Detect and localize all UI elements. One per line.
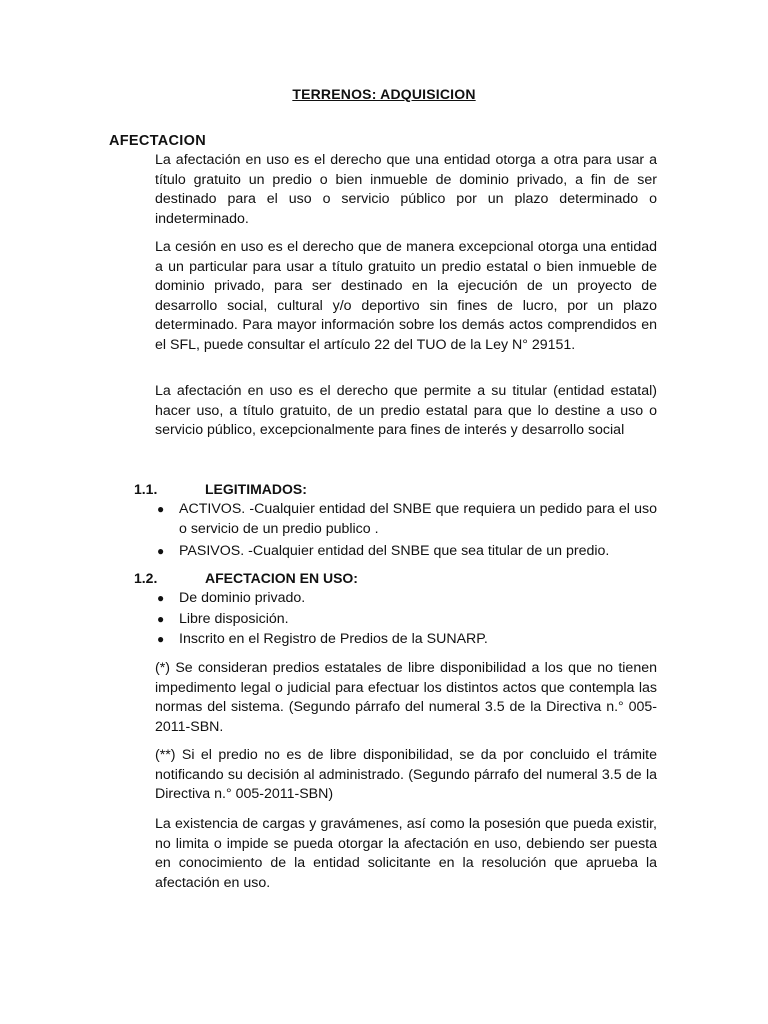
subsection-heading-afectacion-en-uso xyxy=(134,570,358,586)
bullet-icon: ● xyxy=(157,632,165,646)
subsection-title: AFECTACION EN USO: xyxy=(205,570,358,586)
list-item xyxy=(155,500,657,539)
section-heading-afectacion: AFECTACION xyxy=(109,133,206,149)
paragraph: (**) Si el predio no es de libre disponibilidad, se da por concluido el trámite notificando su decisión al administrado. (Segundo párrafo del numeral 3.5 de la Directiva n.° 005-2011-SBN) xyxy=(155,747,657,802)
list-item xyxy=(155,610,657,630)
bullet-icon: ● xyxy=(157,544,165,558)
bullet-list-afectacion-en-uso xyxy=(155,589,657,650)
document-title: TERRENOS: ADQUISICION xyxy=(292,86,476,102)
list-item xyxy=(155,630,657,650)
subsection-number: 1.1. xyxy=(134,481,158,497)
list-item-text: ACTIVOS. -Cualquier entidad del SNBE que requiera un pedido para el uso o servicio de un predio publico . xyxy=(179,501,657,537)
list-item-text: De dominio privado. xyxy=(179,590,306,606)
list-item-text: PASIVOS. -Cualquier entidad del SNBE que sea titular de un predio. xyxy=(179,543,610,559)
bullet-icon: ● xyxy=(157,591,165,605)
paragraph: La afectación en uso es el derecho que permite a su titular (entidad estatal) hacer uso, a título gratuito, de un predio estatal para que lo destine a uso o servicio público, excepcionalmente para fines de interés y desarrollo social xyxy=(155,383,657,438)
paragraph: (*) Se consideran predios estatales de libre disponibilidad a los que no tienen impedimento legal o judicial para efectuar los distintos actos que contempla las normas del sistema. (Segundo párrafo del numeral 3.5 de la Directiva n.° 005-2011-SBN. xyxy=(155,660,657,735)
paragraph: La existencia de cargas y gravámenes, así como la posesión que pueda existir, no limita o impide se pueda otorgar la afectación en uso, debiendo ser puesta en conocimiento de la entidad solicitante en la resolución que aprueba la afectación en uso. xyxy=(155,816,657,891)
list-item-text: Libre disposición. xyxy=(179,610,289,627)
list-item xyxy=(155,542,657,562)
subsection-title: LEGITIMADOS: xyxy=(205,481,307,497)
subsection-number: 1.2. xyxy=(134,570,158,586)
paragraph: La afectación en uso es el derecho que una entidad otorga a otra para usar a título gratuito un predio o bien inmueble de dominio privado, a fin de ser destinado para el uso o servicio público por un plazo determinado o indeterminado. xyxy=(155,152,657,227)
subsection-heading-legitimados xyxy=(134,481,307,497)
list-item-text: Inscrito en el Registro de Predios de la SUNARP. xyxy=(179,631,488,647)
paragraph: La cesión en uso es el derecho que de manera excepcional otorga una entidad a un particular para usar a título gratuito un predio estatal o bien inmueble de dominio privado, para ser destinado en la ejecución de un proyecto de desarrollo social, cultural y/o deportivo sin fines de lucro, por un plazo determinado. Para mayor información sobre los demás actos comprendidos en el SFL, puede consultar el artículo 22 del TUO de la Ley N° 29151. xyxy=(155,239,657,353)
bullet-icon: ● xyxy=(157,502,165,516)
list-item xyxy=(155,589,657,609)
bullet-list-legitimados xyxy=(155,500,657,562)
bullet-icon: ● xyxy=(157,611,165,626)
